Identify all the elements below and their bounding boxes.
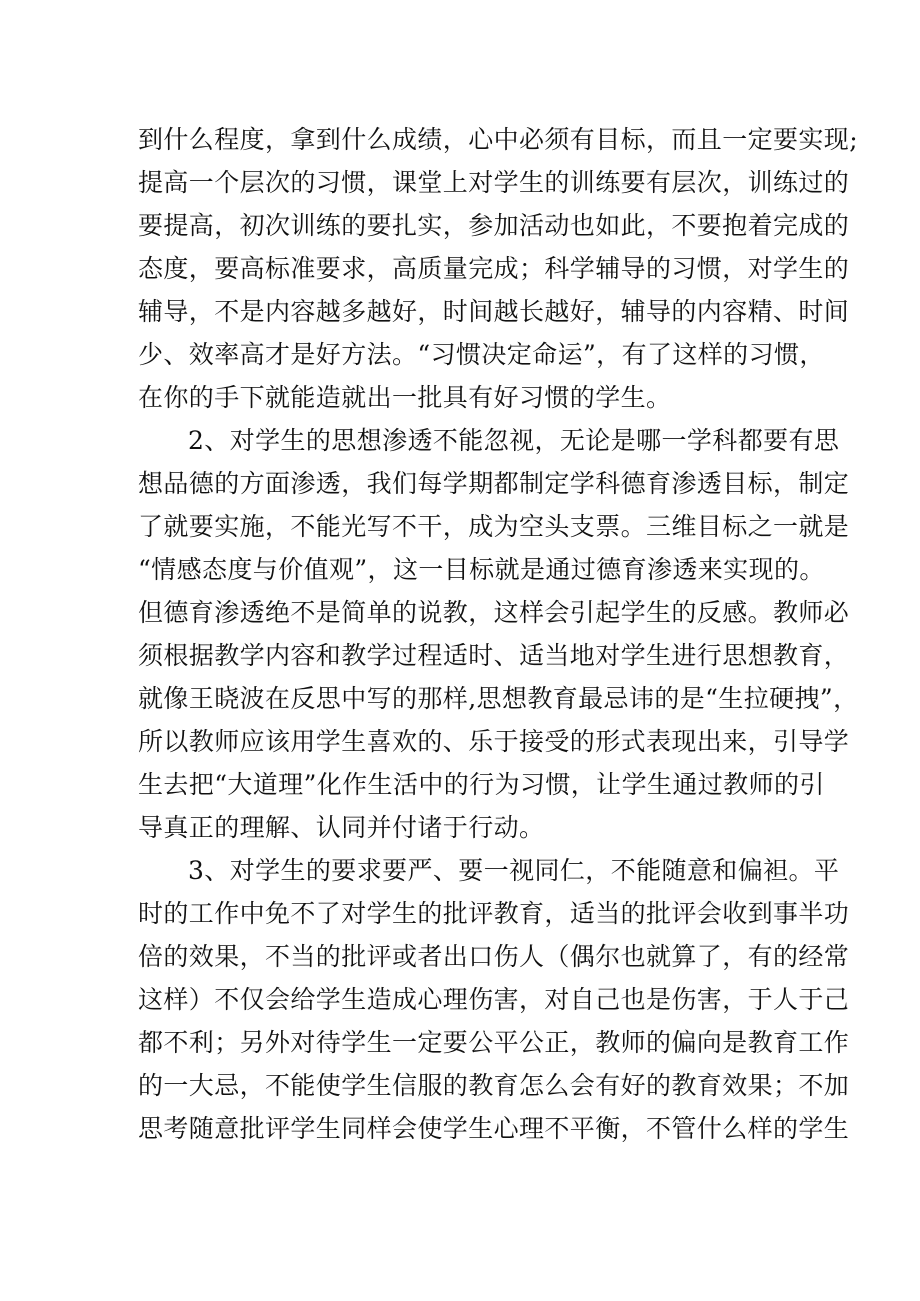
- paragraph-line: 辅导，不是内容越多越好，时间越长越好，辅导的内容精、时间: [138, 297, 850, 326]
- paragraph-line: 提高一个层次的习惯，课堂上对学生的训练要有层次，训练过的: [138, 168, 850, 197]
- paragraph-2: [138, 419, 859, 849]
- paragraph-line: 就像王晓波在反思中写的那样,思想教育最忌讳的是“生拉硬拽”，: [138, 684, 859, 713]
- paragraph-line: 但德育渗透绝不是简单的说教，这样会引起学生的反感。教师必: [138, 598, 850, 627]
- paragraph-line: 2、对学生的思想渗透不能忽视，无论是哪一学科都要有思: [188, 426, 840, 455]
- paragraph-line: 都不利；另外对待学生一定要公平公正，教师的偏向是教育工作: [138, 1028, 850, 1057]
- paragraph-line: 须根据教学内容和教学过程适时、适当地对学生进行思想教育，: [138, 641, 850, 670]
- paragraph-line: 3、对学生的要求要严、要一视同仁，不能随意和偏袒。平: [188, 856, 840, 885]
- paragraph-line: “情感态度与价值观”，这一目标就是通过德育渗透来实现的。: [138, 555, 825, 584]
- paragraph-line: 态度，要高标准要求，高质量完成；科学辅导的习惯，对学生的: [138, 254, 850, 283]
- paragraph-line: 要提高，初次训练的要扎实，参加活动也如此，不要抱着完成的: [138, 211, 850, 240]
- paragraph-line: 的一大忌，不能使学生信服的教育怎么会有好的教育效果；不加: [138, 1071, 850, 1100]
- paragraph-line: 导真正的理解、认同并付诸于行动。: [138, 813, 545, 842]
- paragraph-1: [138, 118, 859, 419]
- paragraph-line: 时的工作中免不了对学生的批评教育，适当的批评会收到事半功: [138, 899, 850, 928]
- paragraph-line: 思考随意批评学生同样会使学生心理不平衡，不管什么样的学生: [138, 1114, 850, 1143]
- paragraph-line: 倍的效果，不当的批评或者出口伤人（偶尔也就算了，有的经常: [138, 942, 850, 971]
- paragraph-line: 所以教师应该用学生喜欢的、乐于接受的形式表现出来，引导学: [138, 727, 850, 756]
- document-body: [138, 118, 859, 1150]
- paragraph-line: 少、效率高才是好方法。“习惯决定命运”，有了这样的习惯，: [138, 340, 825, 369]
- paragraph-line: 在你的手下就能造就出一批具有好习惯的学生。: [138, 383, 672, 412]
- paragraph-line: 想品德的方面渗透，我们每学期都制定学科德育渗透目标，制定: [138, 469, 850, 498]
- paragraph-line: 了就要实施，不能光写不干，成为空头支票。三维目标之一就是: [138, 512, 850, 541]
- paragraph-3: [138, 849, 850, 1150]
- paragraph-line: 到什么程度，拿到什么成绩，心中必须有目标，而且一定要实现;: [138, 125, 859, 154]
- paragraph-line: 这样）不仅会给学生造成心理伤害，对自己也是伤害，于人于己: [138, 985, 850, 1014]
- paragraph-line: 生去把“大道理”化作生活中的行为习惯，让学生通过教师的引: [138, 770, 825, 799]
